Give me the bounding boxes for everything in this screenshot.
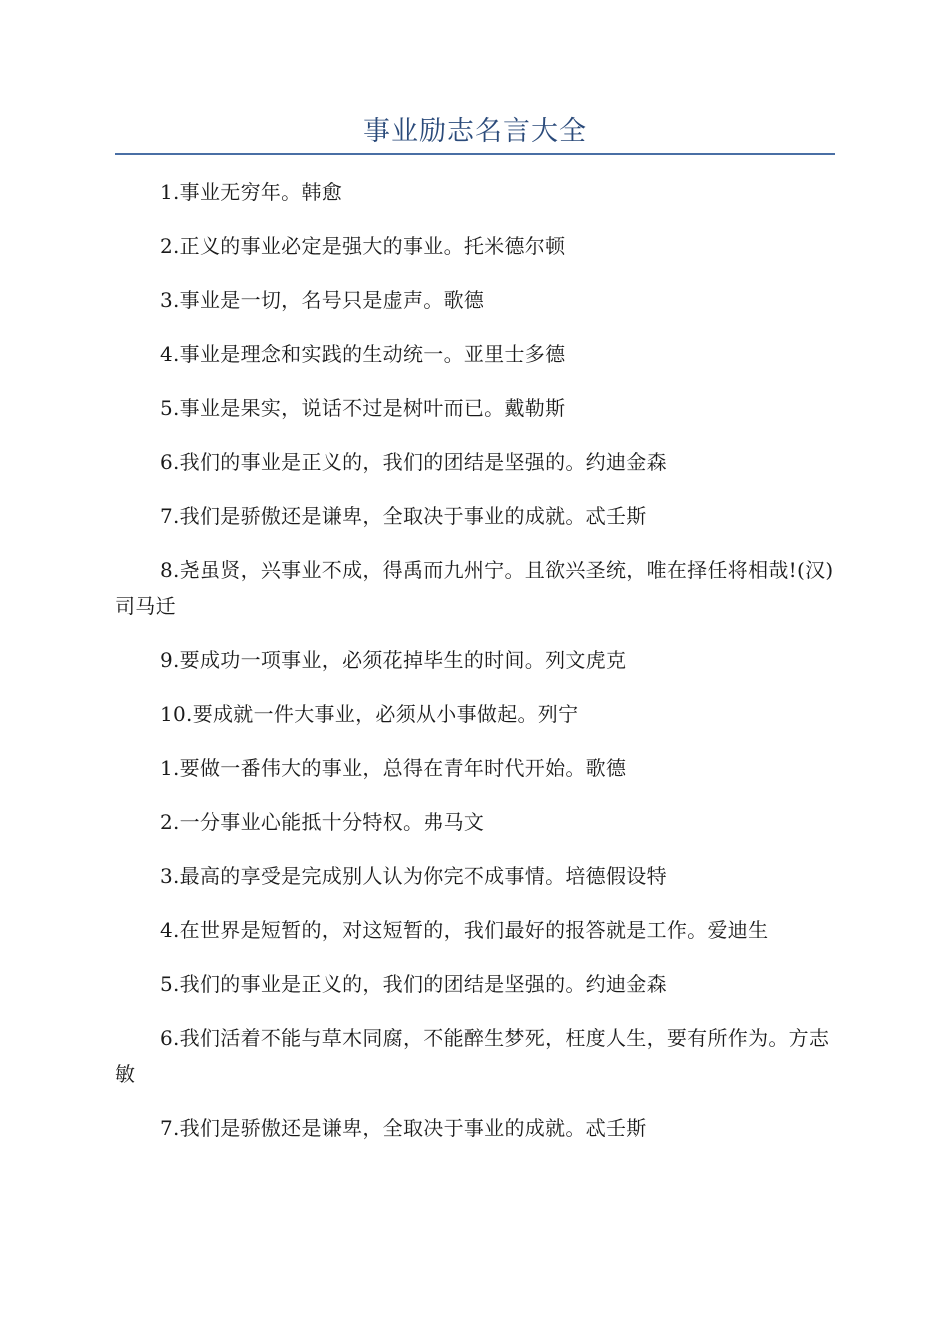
quote-item: 10.要成就一件大事业，必须从小事做起。列宁: [160, 702, 579, 726]
quote-item: 8.尧虽贤，兴事业不成，得禹而九州宁。且欲兴圣统，唯在择任将相哉!(汉)司马迁: [115, 558, 834, 618]
quote-item: 2.正义的事业必定是强大的事业。托米德尔顿: [160, 234, 566, 258]
quote-item: 3.事业是一切，名号只是虚声。歌德: [160, 288, 485, 312]
quote-item: 5.事业是果实，说话不过是树叶而已。戴勒斯: [160, 396, 566, 420]
quote-item: 4.事业是理念和实践的生动统一。亚里士多德: [160, 342, 566, 366]
quote-item: 6.我们活着不能与草木同腐，不能醉生梦死，枉度人生，要有所作为。方志敏: [115, 1026, 830, 1086]
quote-list: [115, 174, 835, 1164]
quote-item: 2.一分事业心能抵十分特权。弗马文: [160, 810, 485, 834]
title-underline: [115, 153, 835, 155]
quote-item: 9.要成功一项事业，必须花掉毕生的时间。列文虎克: [160, 648, 627, 672]
document-title: 事业励志名言大全: [363, 116, 587, 147]
quote-item: 4.在世界是短暂的，对这短暂的，我们最好的报答就是工作。爱迪生: [160, 918, 769, 942]
quote-item: 7.我们是骄傲还是谦卑，全取决于事业的成就。忒壬斯: [160, 504, 647, 528]
quote-item: 6.我们的事业是正义的，我们的团结是坚强的。约迪金森: [160, 450, 667, 474]
quote-item: 7.我们是骄傲还是谦卑，全取决于事业的成就。忒壬斯: [160, 1116, 647, 1140]
quote-item: 5.我们的事业是正义的，我们的团结是坚强的。约迪金森: [160, 972, 667, 996]
quote-item: 1.要做一番伟大的事业，总得在青年时代开始。歌德: [160, 756, 627, 780]
quote-item: 3.最高的享受是完成别人认为你完不成事情。培德假设特: [160, 864, 667, 888]
quote-item: 1.事业无穷年。韩愈: [160, 180, 343, 204]
